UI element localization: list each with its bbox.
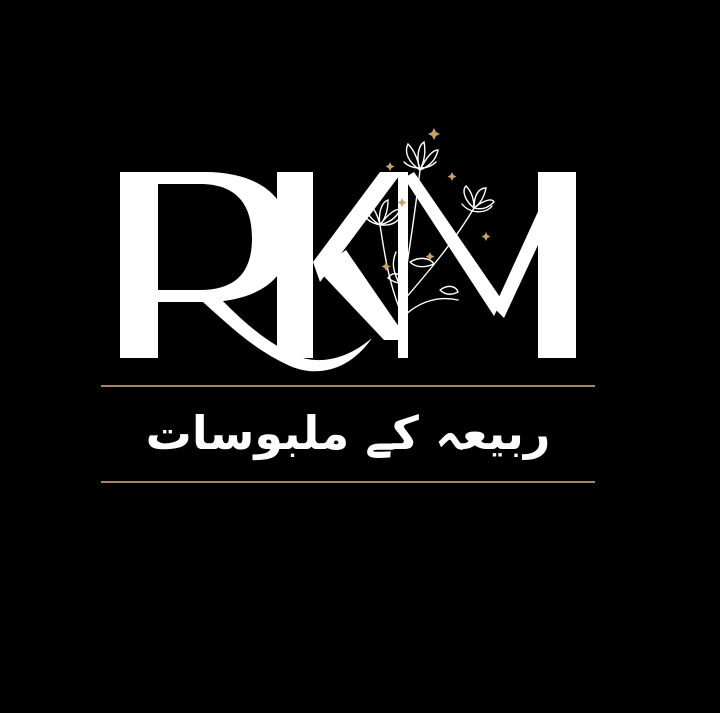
- divider-top: [101, 385, 595, 387]
- floral-sprig-icon: [366, 142, 494, 330]
- brand-tagline: ربیعہ کے ملبوسات: [145, 406, 551, 460]
- divider-bottom: [101, 481, 595, 483]
